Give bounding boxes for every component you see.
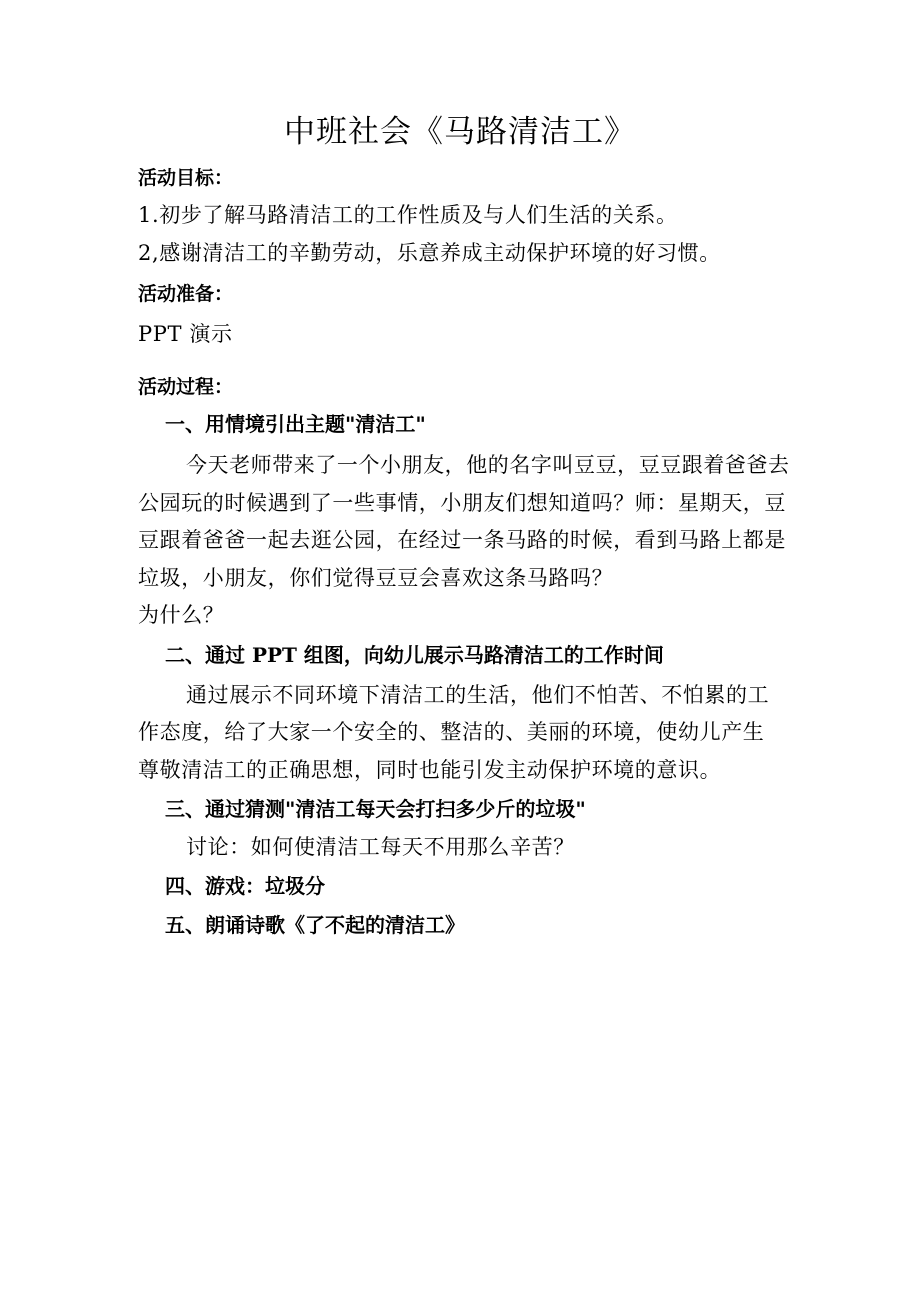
document-title: 中班社会《马路清洁工》 xyxy=(284,114,636,150)
step1-line-5: 为什么？ xyxy=(138,603,225,627)
step2-line-2: 作态度，给了大家一个安全的、整洁的、美丽的环境，使幼儿产生 xyxy=(138,720,765,744)
step5-title: 五、朗诵诗歌《了不起的清洁工》 xyxy=(165,913,465,937)
step1-line-2: 公园玩的时候遇到了一些事情，小朋友们想知道吗？师：星期天，豆 xyxy=(138,491,786,515)
prep-heading: 活动准备： xyxy=(138,283,234,305)
prep-text: PPT 演示 xyxy=(138,322,233,346)
step2-line-1: 通过展示不同环境下清洁工的生活，他们不怕苦、不怕累的工 xyxy=(186,683,770,707)
step2-line-3: 尊敬清洁工的正确思想，同时也能引发主动保护环境的意识。 xyxy=(138,758,722,782)
step3-title: 三、通过猜测"清洁工每天会打扫多少斤的垃圾" xyxy=(165,797,586,821)
step4-title: 四、游戏：垃圾分 xyxy=(165,874,325,898)
step1-title: 一、用情境引出主题"清洁工" xyxy=(165,412,426,436)
step1-line-4: 垃圾，小朋友，你们觉得豆豆会喜欢这条马路吗？ xyxy=(138,566,614,590)
goal-item-2: 2,感谢清洁工的辛勤劳动，乐意养成主动保护环境的好习惯。 xyxy=(138,241,721,265)
goal-item-1: 1.初步了解马路清洁工的工作性质及与人们生活的关系。 xyxy=(138,203,678,227)
process-heading: 活动过程： xyxy=(138,376,234,398)
step1-line-3: 豆跟着爸爸一起去逛公园，在经过一条马路的时候，看到马路上都是 xyxy=(138,528,786,552)
step1-line-1: 今天老师带来了一个小朋友，他的名字叫豆豆，豆豆跟着爸爸去 xyxy=(186,453,790,477)
step3-line-1: 讨论：如何使清洁工每天不用那么辛苦？ xyxy=(186,835,575,859)
goals-heading: 活动目标： xyxy=(138,167,234,189)
step2-title: 二、通过 PPT 组图，向幼儿展示马路清洁工的工作时间 xyxy=(165,643,664,667)
